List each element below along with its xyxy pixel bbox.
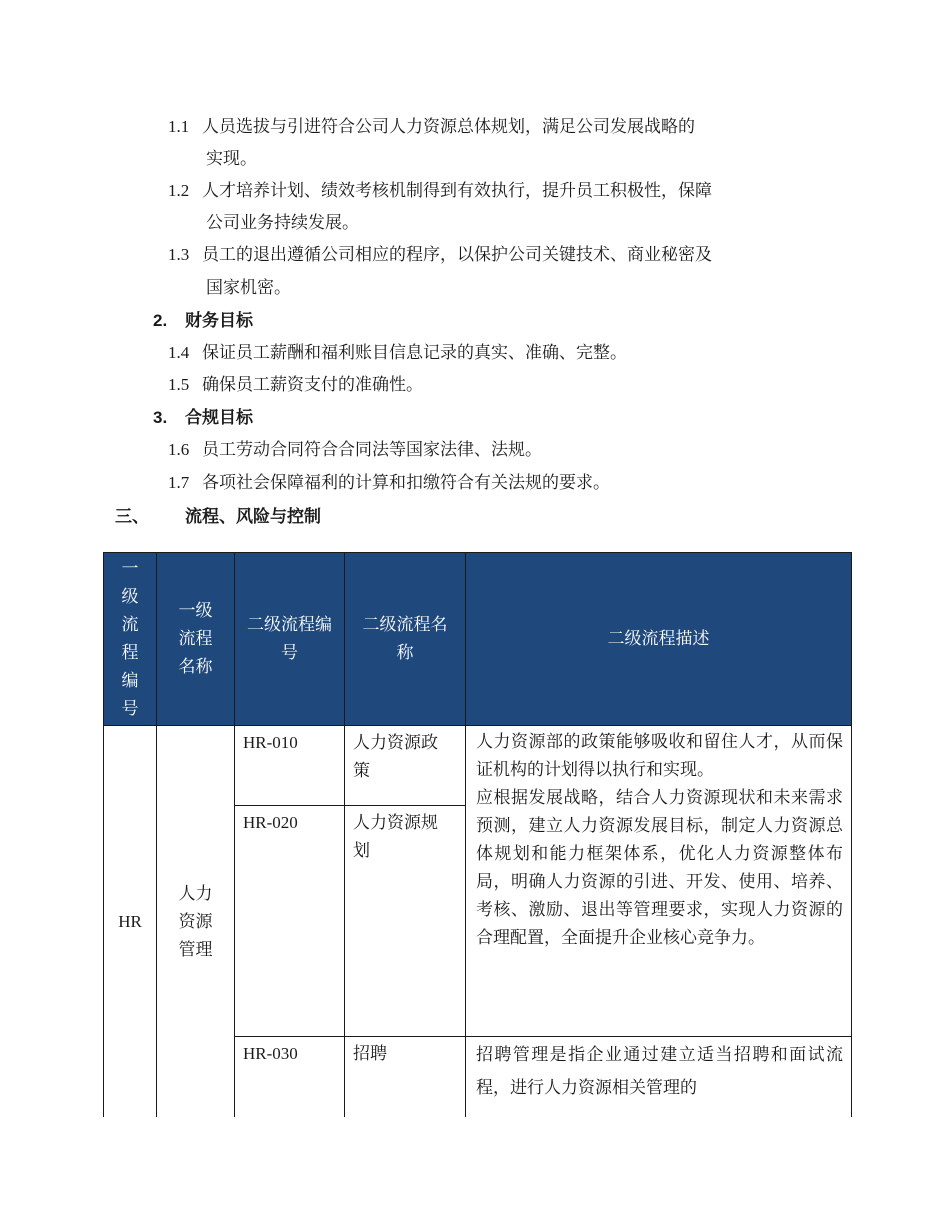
item-text: 确保员工薪资支付的准确性。 (202, 375, 423, 395)
objective-item (168, 375, 423, 395)
process-table (103, 552, 852, 1119)
item-number: 1.4 (168, 343, 190, 362)
item-number: 1.5 (168, 375, 190, 394)
subheading-financial (153, 311, 253, 331)
header-l1-name: 一级流程名称 (157, 553, 235, 726)
item-text: 各项社会保障福利的计算和扣缴符合有关法规的要求。 (202, 473, 610, 493)
item-text: 保证员工薪酬和福利账目信息记录的真实、准确、完整。 (202, 343, 627, 363)
item-text: 员工的退出遵循公司相应的程序，以保护公司关键技术、商业秘密及 (202, 245, 712, 265)
header-l1-code: 一级流程编号 (104, 553, 157, 726)
objective-item (168, 343, 627, 363)
header-l2-name: 二级流程名称 (345, 553, 466, 726)
objective-item (168, 473, 610, 493)
heading-number: 3. (153, 408, 168, 427)
item-text: 人员选拔与引进符合公司人力资源总体规划，满足公司发展战略的 (202, 117, 695, 137)
item-text: 人才培养计划、绩效考核机制得到有效执行，提升员工积极性，保障 (202, 181, 712, 201)
objective-item-continuation (206, 278, 291, 298)
header-l2-desc: 二级流程描述 (466, 553, 852, 726)
heading-text: 合规目标 (184, 408, 253, 428)
l2-name-cell: 招聘 (345, 1037, 466, 1119)
section-title: 流程、风险与控制 (185, 507, 321, 527)
item-number: 1.2 (168, 181, 190, 200)
l2-code-cell: HR-020 (235, 806, 345, 1037)
l1-code-cell: HR (104, 726, 157, 1119)
item-number: 1.6 (168, 440, 190, 459)
l1-name-cell: 人力资源管理 (157, 726, 235, 1119)
l2-desc-cell (466, 726, 852, 1037)
item-text: 员工劳动合同符合合同法等国家法律、法规。 (202, 440, 542, 460)
objective-item (168, 440, 542, 460)
desc-paragraph: 应根据发展战略，结合人力资源现状和未来需求预测，建立人力资源发展目标，制定人力资源总体规划和能力框架体系，优化人力资源整体布局，明确人力资源的引进、开发、使用、培养、考核、激励、退出等管理要求，实现人力资源的合理配置，全面提升企业核心竞争力。 (476, 788, 843, 948)
desc-paragraph: 人力资源部的政策能够吸收和留住人才，从而保证机构的计划得以执行和实现。 (476, 732, 843, 780)
page-bottom-margin (0, 1117, 950, 1230)
item-number: 1.7 (168, 473, 190, 492)
l2-desc-cell: 招聘管理是指企业通过建立适当招聘和面试流程，进行人力资源相关管理的 (466, 1037, 852, 1119)
l2-name-cell: 人力资源政策 (345, 726, 466, 806)
item-number: 1.3 (168, 245, 190, 264)
section-number: 三、 (115, 507, 149, 527)
subheading-compliance (153, 408, 253, 428)
item-text: 实现。 (206, 149, 257, 169)
heading-text: 财务目标 (184, 311, 253, 331)
table-row (104, 726, 852, 806)
item-number: 1.1 (168, 117, 190, 136)
item-text: 国家机密。 (206, 278, 291, 298)
l2-code-cell: HR-030 (235, 1037, 345, 1119)
heading-number: 2. (153, 311, 168, 330)
objective-item (168, 181, 712, 201)
l2-code-cell: HR-010 (235, 726, 345, 806)
l2-name-cell: 人力资源规划 (345, 806, 466, 1037)
section-heading (115, 507, 321, 527)
objective-item (168, 245, 712, 265)
objective-item-continuation (206, 213, 359, 233)
objective-item-continuation (206, 149, 257, 169)
header-l2-code: 二级流程编号 (235, 553, 345, 726)
objective-item (168, 117, 695, 137)
item-text: 公司业务持续发展。 (206, 213, 359, 233)
table-header-row (104, 553, 852, 726)
